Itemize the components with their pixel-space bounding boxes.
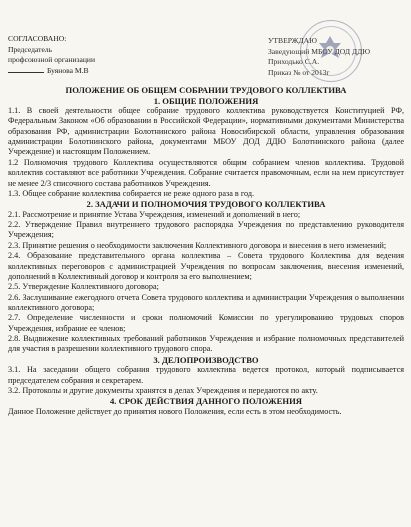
signature-line: [8, 72, 44, 73]
section-1-heading: 1. ОБЩИЕ ПОЛОЖЕНИЯ: [153, 95, 259, 106]
approval-left-heading: СОГЛАСОВАНО:: [8, 34, 67, 43]
paragraph-2-7: 2.7. Определение численности и сроки полномочий Комиссии по урегулированию трудовых споров Учреждения, избрание ее членов;: [8, 313, 404, 333]
paragraph-2-3: 2.3. Принятие решения о необходимости заключения Коллективного договора и внесения в него изменений;: [8, 240, 387, 250]
paragraph-3-1: 3.1. На заседании общего собрания трудового коллектива ведется протокол, который подписывается председателем собрания и секретарем.: [8, 365, 404, 385]
approval-right-order: Приказ № от 2013г: [268, 67, 330, 77]
approval-left-signature-line: [8, 66, 158, 77]
paragraph-1-1: 1.1. В своей деятельности общее собрание трудового коллектива руководствуется Конституцией РФ, Федеральным Законом «Об образовании в Российской Федерации», нормативными документами Министерства образования РФ, администрации Болотнинского района Новосибирской области, управления образования администрации Болотнинского района, документами МБОУ ДОД ДДЮ Болотнинского района (далее Учреждение) и настоящим Положением.: [8, 106, 404, 157]
paragraph-1-3: 1.3. Общее собрание коллектива собирается не реже одного раза в год.: [8, 188, 255, 198]
approval-block-left: [8, 34, 158, 76]
paragraph-2-6: 2.6. Заслушивание ежегодного отчета Совета трудового коллектива и администрации Учреждения о выполнении коллективного договора;: [8, 292, 404, 312]
document-body: [8, 85, 404, 417]
section-4-heading: 4. СРОК ДЕЙСТВИЯ ДАННОГО ПОЛОЖЕНИЯ: [110, 396, 302, 407]
paragraph-3-2: 3.2. Протоколы и другие документы хранятся в делах Учреждения и передаются по акту.: [8, 385, 318, 395]
approval-block-right: [268, 36, 408, 78]
section-3-heading: 3. ДЕЛОПРОИЗВОДСТВО: [153, 354, 259, 365]
paragraph-2-1: 2.1. Рассмотрение и принятие Устава Учреждения, изменений и дополнений в него;: [8, 209, 301, 219]
approval-right-name: Приходько С.А.: [268, 57, 320, 67]
approval-right-position: Заведующий МБОУ ДОД ДДЮ: [268, 46, 371, 56]
approval-left-organization: профсоюзной организации: [8, 55, 96, 65]
approval-left-name: Буянова М.В: [47, 65, 89, 75]
document-title: ПОЛОЖЕНИЕ ОБ ОБЩЕМ СОБРАНИИ ТРУДОВОГО КОЛЛЕКТИВА: [65, 85, 347, 95]
paragraph-2-8: 2.8. Выдвижение коллективных требований работников Учреждения и избрание полномочных представителей для участия в разрешении коллективного трудового спора.: [8, 333, 404, 354]
approval-left-position: Председатель: [8, 44, 53, 54]
paragraph-1-2: 1.2 Полномочия трудового Коллектива осуществляются общим собранием членов коллектива. Трудовой коллектив составляют все работники Учреждения. Собрание считается правомочным, если на нем присутствует не менее 2/3 списочного состава работников Учреждения.: [8, 157, 404, 188]
section-2-heading: 2. ЗАДАЧИ И ПОЛНОМОЧИЯ ТРУДОВОГО КОЛЛЕКТИВА: [86, 199, 326, 210]
approval-right-heading: УТВЕРЖДАЮ: [268, 36, 317, 45]
paragraph-2-2: 2.2. Утверждение Правил внутреннего трудового распорядка Учреждения по представлению руководителя Учреждения;: [8, 220, 404, 240]
paragraph-2-4: 2.4. Образование представительного органа коллектива – Совета трудового Коллектива для ведения коллективных переговоров с администрацией Учреждения по вопросам заключения, внесения изменений, дополнений в Коллективный договор и контроля за его выполнением;: [8, 251, 404, 281]
paragraph-2-5: 2.5. Утверждение Коллективного договора;: [8, 282, 159, 292]
paragraph-4-1: Данное Положение действует до принятия нового Положения, если есть в этом необходимость.: [8, 406, 342, 416]
